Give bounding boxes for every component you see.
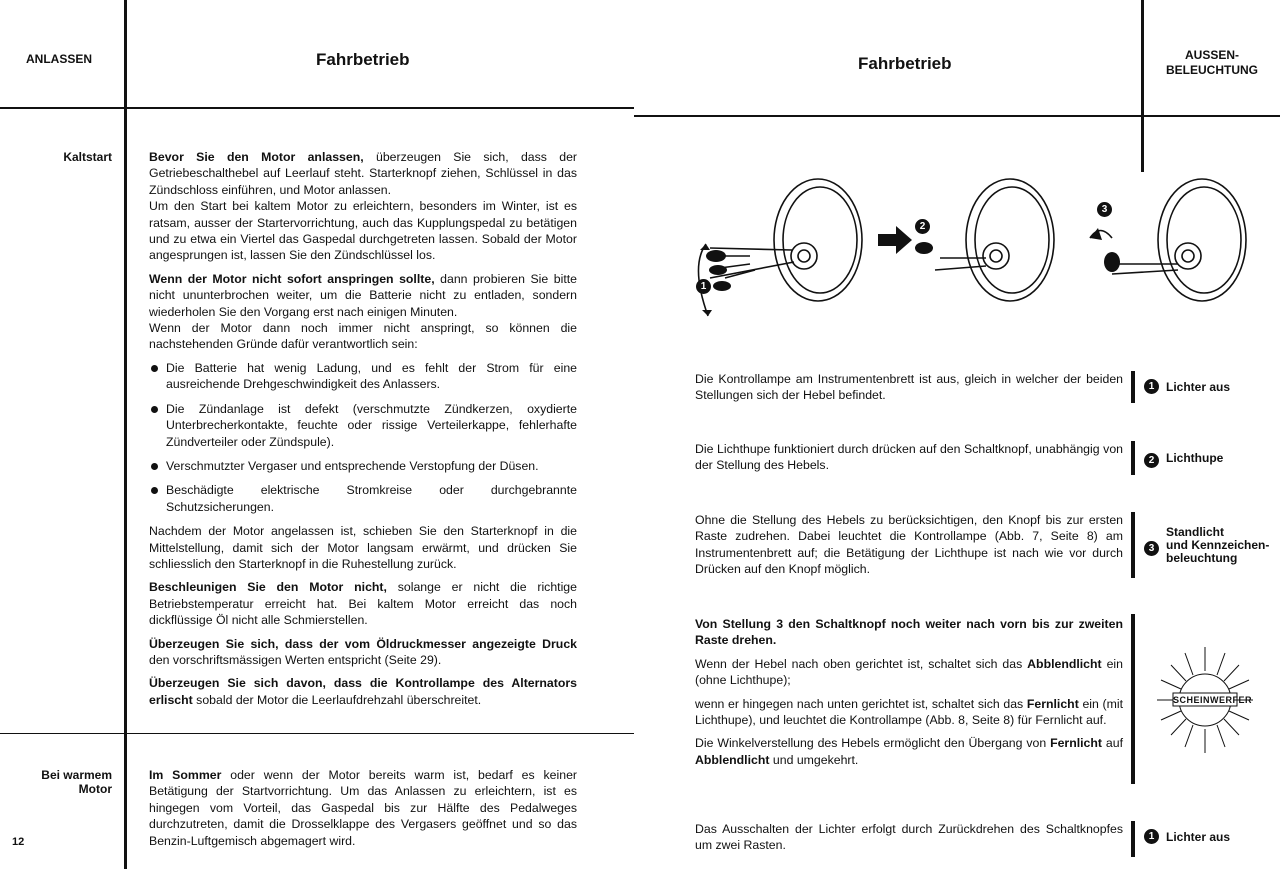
text: Um den Start bei kaltem Motor zu erleichtern, besonders im Winter, ist es ratsam, ausser der Startervorrichtung, auch das Kupplungspedal zu betätigen und zu etwa ein Viertel das Gaspedal durchgetreten lassen. Sobald der Motor angesprungen ist, lassen Sie den Zündschlüssel los. (149, 199, 577, 263)
text: ein (mit Lichthupe), und leuchtet die Kontrollampe (Abb. 8, Seite 8) für Fernlicht auf. (695, 696, 1123, 728)
text: und umgekehrt. (769, 752, 859, 767)
page-number: 12 (12, 836, 25, 848)
text: den vorschriftsmässigen Werten entspricht (Seite 29). (149, 652, 442, 667)
marker-number: 1 (1144, 379, 1159, 394)
bold-lead: Überzeugen Sie sich davon, dass die Kontrollampe des Alternators erlischt (149, 676, 577, 707)
right-header-rule (634, 115, 1280, 117)
right-page-title: Fahrbetrieb (858, 54, 952, 73)
list-item: Verschmutzter Vergaser und entsprechende Verstopfung der Düsen. (149, 458, 577, 474)
paragraph (149, 149, 577, 264)
side-heading-kaltstart: Kaltstart (63, 150, 112, 164)
text: Wenn der Hebel nach oben gerichtet ist, schaltet sich das (695, 656, 1028, 671)
paragraph (695, 656, 1123, 689)
steering-wheel-2 (966, 179, 1054, 301)
text: Wenn der Motor dann noch immer nicht anspringt, so können die nachstehenden Gründe dafür verantwortlich sein: (149, 321, 577, 352)
text-bold: Abblendlicht (1027, 656, 1102, 671)
lichter-aus-text: Die Kontrollampe am Instrumentenbrett ist aus, gleich in welcher der beiden Stellungen sich der Hebel befindet. (695, 372, 1123, 403)
light-switch-illustration (680, 178, 1270, 328)
label-lichter-aus-2: Lichter aus (1166, 830, 1231, 844)
list-item: Die Batterie hat wenig Ladung, und es fehlt der Strom für eine ausreichende Drehgeschwindigkeit des Anlassers. (149, 360, 577, 393)
paragraph (149, 579, 577, 628)
list-item: Beschädigte elektrische Stromkreise oder durchgebrannte Schutzsicherungen. (149, 482, 577, 515)
text: solange er nicht die richtige Betriebstemperatur erreicht hat. Bei kaltem Motor erreicht das noch dickflüssige Öl nicht alle Schmierstellen. (149, 580, 577, 628)
section-tab-aussenbeleuchtung (1150, 48, 1274, 78)
marker-bar (1131, 371, 1135, 403)
bold-lead: Überzeugen Sie sich, dass der vom Öldruckmesser angezeigte Druck (149, 636, 577, 651)
left-header-rule (0, 107, 634, 109)
side-heading-warm (20, 768, 112, 796)
marker-number: 3 (1144, 541, 1159, 556)
lichthupe-text: Die Lichthupe funktioniert durch drücken auf den Schaltknopf, unabhängig von der Stellung des Hebels. (695, 442, 1123, 473)
bold-lead: Bevor Sie den Motor anlassen, (149, 150, 364, 164)
paragraph: Nachdem der Motor angelassen ist, schieben Sie den Starterknopf in die Mittelstellung, damit sich der Motor langsam erwärmt, und drücken Sie schliesslich den Starterknopf in die Ruhestellung zurück. (149, 524, 577, 571)
side-heading-warm-line1: Bei warmem (41, 768, 112, 782)
paragraph (149, 636, 577, 669)
warm-motor-body (149, 767, 577, 856)
marker-bar (1131, 821, 1135, 857)
section-tab-line2: BELEUCHTUNG (1166, 63, 1258, 77)
steering-wheel-1 (774, 179, 862, 301)
left-section-rule (0, 733, 634, 734)
figure-number-2: 2 (915, 219, 930, 234)
text: Die Winkelverstellung des Hebels ermöglicht den Übergang von (695, 736, 1051, 751)
bold-lead: Beschleunigen Sie den Motor nicht, (149, 580, 387, 595)
text: auf (1102, 736, 1123, 751)
standlicht-text: Ohne die Stellung des Hebels zu berücksichtigen, den Knopf bis zur ersten Raste zudrehen. Dabei leuchtet die Kontrollampe (Abb. 7, Seite 8) am Instrumentenbrett auf; die Betätigung der Lichthupe ist nach wie vor durch Drücken auf den Knopf möglich. (695, 513, 1123, 577)
push-arrow (878, 226, 912, 254)
paragraph (149, 767, 577, 849)
text: ein (ohne Lichthupe); (695, 656, 1123, 688)
bold-lead: Wenn der Motor nicht sofort anspringen sollte, (149, 271, 435, 286)
label-line: Standlicht (1166, 525, 1225, 539)
label-line: beleuchtung (1166, 551, 1238, 565)
text-bold: Abblendlicht (695, 752, 770, 767)
marker-bar (1131, 512, 1135, 578)
figure-number-3: 3 (1097, 202, 1112, 217)
ausschalten-text: Das Ausschalten der Lichter erfolgt durch Zurückdrehen des Schaltknopfes um zwei Rasten. (695, 822, 1123, 853)
label-standlicht (1166, 526, 1269, 565)
text: dann probieren Sie bitte nicht ununterbrochen weiter, um die Batterie nicht zu entladen, sondern wiederholen Sie den Vorgang erst nach einigen Minuten. (149, 271, 577, 319)
marker-bar (1131, 614, 1135, 784)
bold-lead: Im Sommer (149, 768, 222, 782)
figure-number-1: 1 (696, 279, 711, 294)
right-vertical-rule (1141, 0, 1144, 172)
text-bold: Fernlicht (1050, 736, 1103, 751)
side-heading-warm-line2: Motor (78, 782, 112, 796)
marker-number: 2 (1144, 453, 1159, 468)
label-line: und Kennzeichen- (1166, 538, 1270, 552)
text: überzeugen Sie sich, dass der Getriebeschalthebel auf Leerlauf steht. Starterknopf ziehen, Schlüssel in das Zündschloss einführen, und Motor anlassen. (149, 150, 578, 197)
kaltstart-body (149, 149, 577, 715)
text: oder wenn der Motor bereits warm ist, bedarf es keiner Betätigung der Startvorrichtung. Um das Anlassen zu erleichtern, ist es hingegen vom Vorteil, das Gaspedal bis zur Hälfte des Pedalweges durchzutreten, damit die Drosselklappe des Vergasers geöffnet und so das Benzin-Luftgemisch abgemagert wird. (149, 768, 578, 848)
text: wenn er hingegen nach unten gerichtet ist, schaltet sich das (695, 696, 1027, 711)
cause-list (149, 360, 577, 515)
section-tab-line1: AUSSEN- (1184, 48, 1239, 62)
paragraph (149, 271, 577, 353)
steering-wheel-3 (1158, 179, 1246, 301)
scheinwerfer-text (695, 616, 1123, 775)
text-bold: Fernlicht (1026, 696, 1079, 711)
paragraph: Von Stellung 3 den Schaltknopf noch weiter nach vorn bis zur zweiten Raste drehen. (695, 617, 1123, 648)
label-lichthupe: Lichthupe (1166, 451, 1224, 465)
text: sobald der Motor die Leerlaufdrehzahl überschreitet. (192, 692, 482, 707)
left-page-title: Fahrbetrieb (316, 50, 410, 69)
paragraph (695, 696, 1123, 729)
label-lichter-aus: Lichter aus (1166, 380, 1231, 394)
list-item: Die Zündanlage ist defekt (verschmutzte Zündkerzen, oxydierte Unterbrecherkontakte, feuchte oder rissige Verteilerkappe, fehlerhafte Zündverteiler oder Zündspule). (149, 401, 577, 450)
sun-label: SCHEINWERFER (1173, 695, 1253, 705)
marker-number: 1 (1144, 829, 1159, 844)
paragraph (149, 675, 577, 708)
paragraph (695, 735, 1123, 768)
marker-bar (1131, 441, 1135, 475)
left-vertical-rule (124, 0, 127, 869)
section-tab-anlassen: ANLASSEN (25, 52, 92, 66)
